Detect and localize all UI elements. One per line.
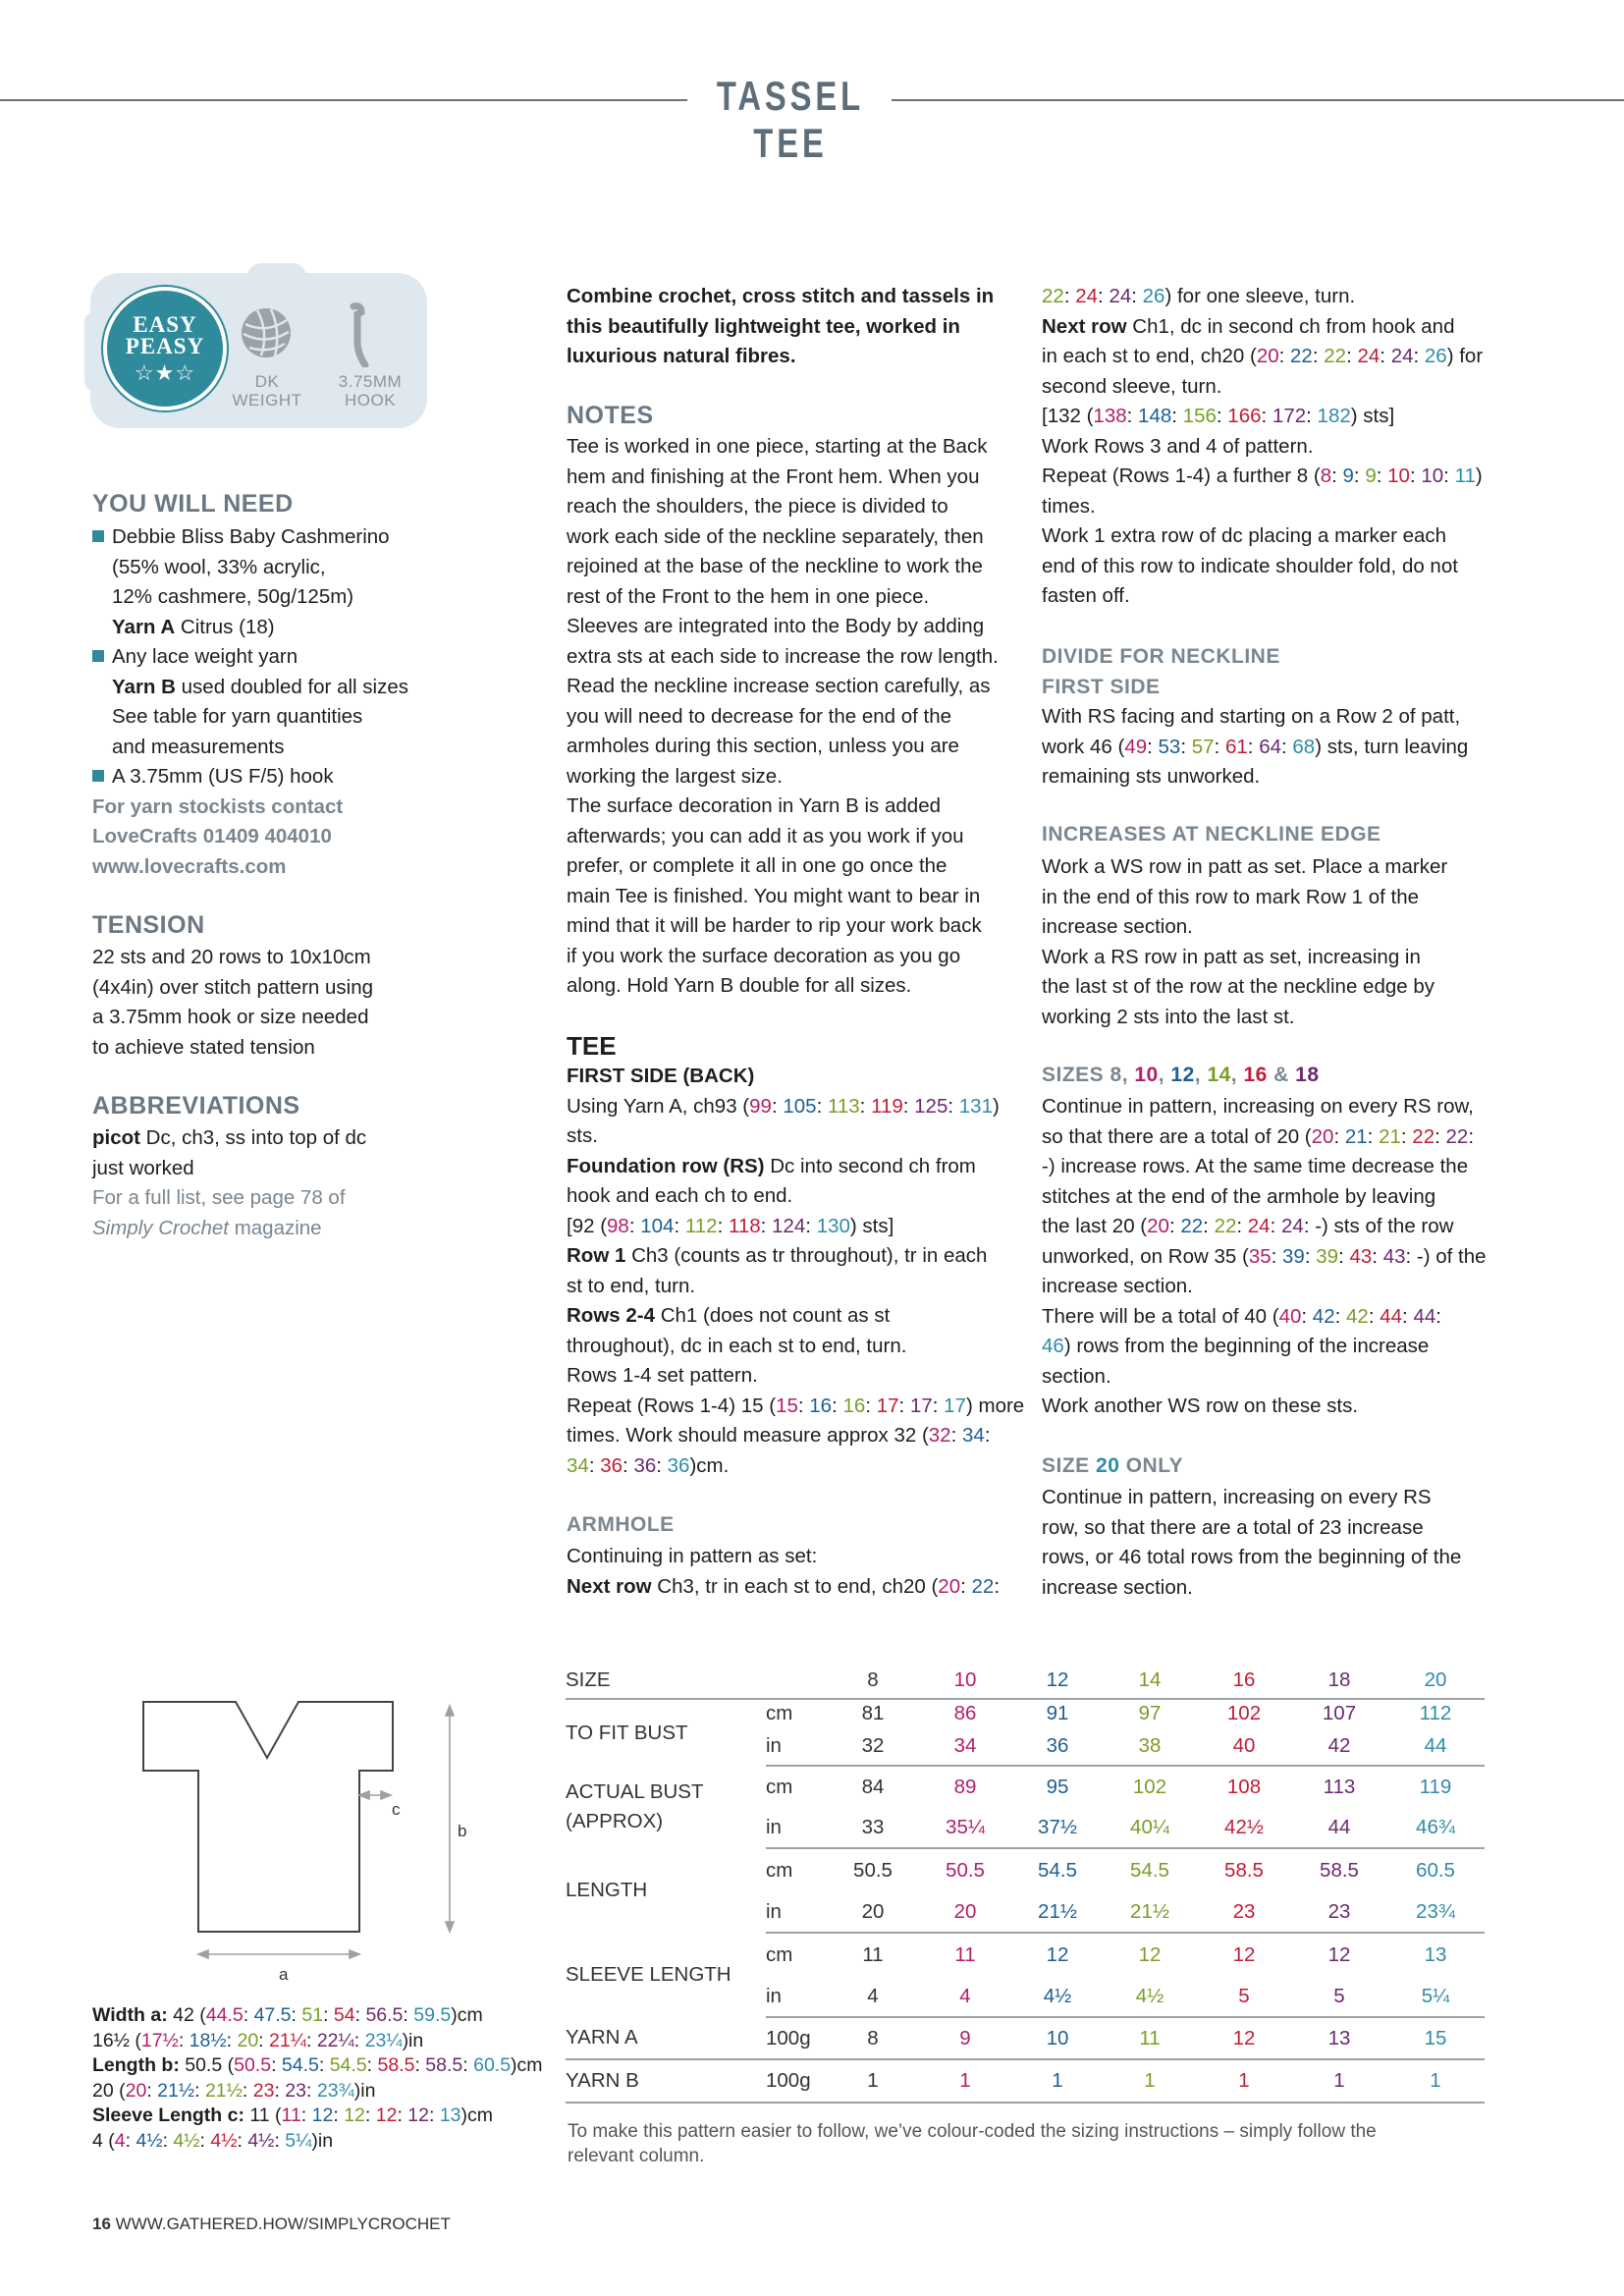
yarn-ball-icon xyxy=(240,306,293,359)
table-row: in 20 20 21½ 21½ 23 23 23¾ xyxy=(566,1892,1485,1933)
table-row: SLEEVE LENGTH cm 11 11 12 12 12 12 13 xyxy=(566,1943,1447,1986)
tee-instructions: FIRST SIDE (BACK) Using Yarn A, ch93 (99: 105: 113: 119: 125: 131) sts. Foundation row (RS) Dc into second ch from hook and each ch to end. [92 (98: 104: 112: 118: 124: 130) sts] Row 1 Ch3 (counts as tr throughout), tr in each st to end, turn. Rows 2-4 Ch1 (does not count as st throughout), dc in each st to end, turn. Rows 1-4 set pattern. Repeat (Rows 1-4) 15 (15: 16: 16: 17: 17: 17) more times. Work should measure approx 32 (32: 34: 34: 36: 36: 36)cm. xyxy=(567,1065,1025,1477)
you-will-need-heading: YOU WILL NEED xyxy=(92,490,294,518)
armhole-text: Continuing in pattern as set: Next row Ch3, tr in each st to end, ch20 (20: 22: xyxy=(567,1545,1001,1598)
size-header: SIZE xyxy=(566,1663,766,1699)
divide-headings: DIVIDE FOR NECKLINE FIRST SIDE xyxy=(1042,645,1280,698)
size20-text: Continue in pattern, increasing on every RS row, so that there are a total of 23 increase rows, or 46 total rows from the beginning of the increase section. xyxy=(1042,1486,1462,1599)
diagram-label-c: c xyxy=(392,1800,401,1819)
armhole-heading: ARMHOLE xyxy=(567,1513,675,1536)
increases-text: Work a WS row in patt as set. Place a marker in the end of this row to mark Row 1 of the increase section. Work a RS row in patt as set, increasing in the last st of the row at the neckline edge by working 2 sts into the last st. xyxy=(1042,855,1448,1028)
stars-icon: ☆★☆ xyxy=(134,360,196,385)
diagram-label-a: a xyxy=(279,1965,289,1984)
hook-size-label: 3.75MM HOOK xyxy=(338,372,403,410)
size-table xyxy=(566,1663,1485,2104)
table-row: in 4 4 4½ 4½ 5 5 5¼ xyxy=(566,1977,1485,2017)
table-row: YARN B 100g 1 1 1 1 1 1 1 xyxy=(566,2059,1485,2103)
page-footer xyxy=(92,2214,451,2234)
table-row: TO FIT BUST cm 81 86 91 97 102 107 112 xyxy=(566,1702,1452,1744)
stockists-phone: LoveCrafts 01409 404010 xyxy=(92,825,332,847)
tension-heading: TENSION xyxy=(92,911,205,939)
garment-diagram xyxy=(137,1697,481,1992)
header-rule-left xyxy=(0,99,687,101)
yarn-weight-label: DK WEIGHT xyxy=(232,372,302,410)
notes-heading: NOTES xyxy=(567,402,654,429)
armhole-text-cont: 22: 24: 24: 26) for one sleeve, turn. Next row Ch1, dc in second ch from hook and in each st to end, ch20 (20: 22: 22: 24: 24: 26) for second sleeve, turn. [132 (138: 148: 156: 166: 172: 182) sts] Work Rows 3 and 4 of pattern. Repeat (Rows 1-4) a further 8 (8: 9: 9: 10: 10: 11) times. Work 1 extra row of dc placing a marker each end of this row to indicate shoulder fold, do not fasten off. xyxy=(1042,285,1484,607)
finished-measurements: Width a: 42 (44.5: 47.5: 51: 54: 56.5: 59.5)cm 16½ (17½: 18½: 20: 21¼: 22¼: 23¼)in Length b: 50.5 (50.5: 54.5: 54.5: 58.5: 58.5: 60.5)cm 20 (20: 21½: 21½: 23: 23: 23¾)in Sleeve Length c: 11 (11: 12: 12: 12: 12: 13)cm 4 (4: 4½: 4½: 4½: 4½: 5¼)in xyxy=(92,2004,543,2152)
header-rule-right xyxy=(892,99,1624,101)
tee-heading: TEE xyxy=(567,1031,617,1061)
difficulty-seal: EASY PEASY ☆★☆ xyxy=(103,287,227,410)
page-title: TASSEL TEE xyxy=(716,73,865,166)
intro-text: Combine crochet, cross stitch and tassels in this beautifully lightweight tee, worked in luxurious natural fibres. xyxy=(567,285,995,367)
sizes-heading: SIZES 8, 10, 12, 14, 16 & 18 xyxy=(1042,1064,1320,1086)
stockists-url: www.lovecrafts.com xyxy=(92,854,287,878)
stockists-text: For yarn stockists contact xyxy=(92,794,344,818)
table-header-row: SIZE 8 10 12 14 16 18 20 xyxy=(566,1663,1485,1699)
increases-heading: INCREASES AT NECKLINE EDGE xyxy=(1042,823,1381,846)
crochet-hook-icon xyxy=(344,302,373,367)
table-row: YARN A 100g 8 9 10 11 12 13 15 xyxy=(566,2017,1485,2059)
abbreviations-heading: ABBREVIATIONS xyxy=(92,1092,300,1120)
abbreviations-text: picot Dc, ch3, ss into top of dc just worked For a full list, see page 78 of Simply Crochet magazine xyxy=(92,1126,367,1239)
table-row: ACTUAL BUST (APPROX) cm 84 89 95 102 108 113 119 xyxy=(566,1776,1452,1832)
bullet-icon xyxy=(92,650,104,662)
tee-outline xyxy=(143,1702,393,1932)
table-caption: To make this pattern easier to follow, we’ve colour-coded the sizing instructions – simply follow the relevant column. xyxy=(568,2121,1377,2166)
table-row: LENGTH cm 50.5 50.5 54.5 54.5 58.5 58.5 60.5 xyxy=(566,1859,1455,1901)
table-row: in 33 35¼ 37½ 40¼ 42½ 44 46¾ xyxy=(566,1808,1485,1848)
divide-text: With RS facing and starting on a Row 2 of patt, work 46 (49: 53: 57: 61: 64: 68) sts, turn leaving remaining sts unworked. xyxy=(1042,705,1469,788)
bullet-icon xyxy=(92,770,104,782)
bullet-icon xyxy=(92,530,104,542)
footer-url: WWW.GATHERED.HOW/SIMPLYCROCHET xyxy=(115,2214,451,2233)
notes-text: Tee is worked in one piece, starting at the Back hem and finishing at the Front hem. When you reach the shoulders, the piece is divided to work each side of the neckline separately, then rejoined at the base of the neckline to work the rest of the Front to the hem in one piece. Sleeves are integrated into the Body by adding extra sts at each side to increase the row length. Read the neckline increase section carefully, as you will need to decrease for the end of the armholes during this section, unless you are working the largest size. The surface decoration in Yarn B is added afterwards; you can add it as you work if you prefer, or complete it all in one go once the main Tee is finished. You might want to bear in mind that it will be harder to rip your work back if you work the surface decoration as you go along. Hold Yarn B double for all sizes. xyxy=(567,435,999,997)
size20-heading: SIZE 20 ONLY xyxy=(1042,1454,1184,1477)
table-row: in 32 34 36 38 40 42 44 xyxy=(566,1727,1485,1766)
materials-list: Debbie Bliss Baby Cashmerino (55% wool, 33% acrylic, 12% cashmere, 50g/125m) Yarn A Citrus (18) Any lace weight yarn Yarn B used doubled for all sizes See table for yarn quantities and measurements A 3.75mm (US F/5) hook For yarn stockists contact LoveCrafts 01409 404010 www.lovecrafts.com xyxy=(92,522,408,882)
diagram-label-b: b xyxy=(458,1822,467,1840)
sizes-text: Continue in pattern, increasing on every RS row, so that there are a total of 20 (20: 21: 21: 22: 22: -) increase rows. At the same time decrease the stitches at the end of the armhole by leaving the last 20 (20: 22: 22: 24: 24: -) sts of the row unworked, on Row 35 (35: 39: 39: 43: 43: -) of the increase section. There will be a total of 40 (40: 42: 42: 44: 44: 46) rows from the beginning of the increase section. Work another WS row on these sts. xyxy=(1042,1095,1487,1417)
page-number: 16 xyxy=(92,2214,111,2233)
tension-text: 22 sts and 20 rows to 10x10cm (4x4in) over stitch pattern using a 3.75mm hook or size needed to achieve stated tension xyxy=(92,946,373,1059)
